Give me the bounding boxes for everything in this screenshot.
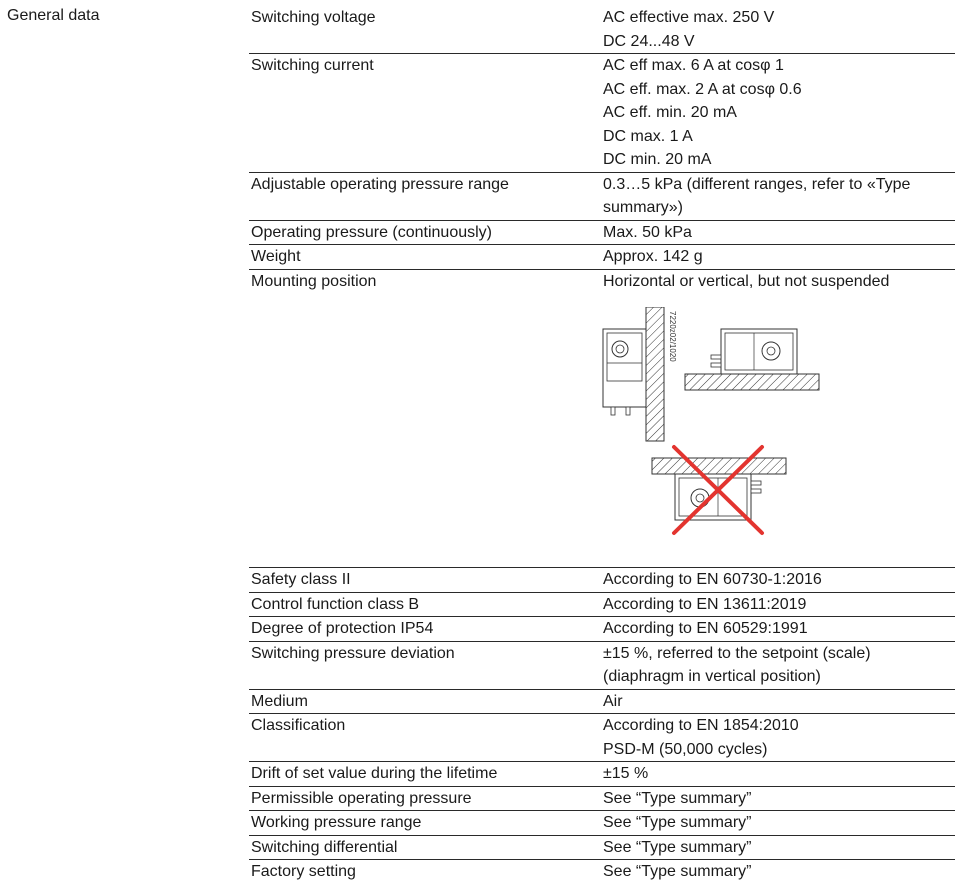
spec-rows-top: [249, 6, 955, 293]
row-value-line: According to EN 60529:1991: [603, 620, 808, 637]
row-value: [603, 6, 955, 53]
table-row: [249, 245, 955, 270]
row-value: [603, 593, 955, 617]
table-row: [249, 173, 955, 221]
row-value: [603, 690, 955, 714]
figure-id-text: 7220z02/1020: [668, 311, 677, 362]
row-value-line: PSD-M (50,000 cycles): [603, 740, 768, 758]
row-label: Operating pressure (continuously): [251, 223, 493, 241]
row-value: [603, 568, 955, 592]
row-label: Working pressure range: [251, 814, 422, 831]
row-value: [603, 270, 955, 294]
row-value-line: AC eff max. 6 A at cosφ 1: [603, 57, 784, 74]
row-value: [603, 787, 955, 811]
row-value-line: DC max. 1 A: [603, 127, 693, 145]
row-value: [603, 642, 955, 689]
row-value: [603, 811, 955, 835]
row-value: [603, 221, 955, 245]
row-value-line: 0.3…5 kPa (different ranges, refer to «Type: [603, 175, 911, 193]
table-row: [249, 860, 955, 884]
table-row: [249, 690, 955, 715]
row-label: Factory setting: [251, 863, 356, 880]
row-value-line: (diaphragm in vertical position): [603, 668, 821, 685]
table-row: [249, 54, 955, 173]
table-row: [249, 787, 955, 812]
row-value-line: See “Type summary”: [603, 838, 752, 856]
row-value: [603, 54, 955, 172]
row-label: Safety class II: [251, 571, 351, 588]
row-label: Control function class B: [251, 595, 420, 613]
row-value-line: See “Type summary”: [603, 863, 752, 880]
row-label: Drift of set value during the lifetime: [251, 765, 498, 782]
row-label: Medium: [251, 692, 308, 710]
spec-rows-bottom: [249, 568, 955, 884]
table-row: [249, 836, 955, 861]
table-row: [249, 811, 955, 836]
mounting-diagram: [594, 307, 834, 557]
row-value-line: Approx. 142 g: [603, 248, 703, 265]
row-value-line: See “Type summary”: [603, 814, 752, 831]
row-value-line: Horizontal or vertical, but not suspended: [603, 272, 890, 290]
mounting-position-figure: [249, 293, 955, 568]
row-label: Switching voltage: [251, 9, 376, 26]
table-row: [249, 642, 955, 690]
table-row: [249, 568, 955, 593]
row-value: [603, 860, 955, 884]
table-row: [249, 714, 955, 762]
table-row: [249, 6, 955, 54]
row-value-line: DC min. 20 mA: [603, 151, 712, 168]
row-value-line: AC eff. max. 2 A at cosφ 0.6: [603, 80, 802, 98]
table-row: [249, 221, 955, 246]
spec-table: [249, 6, 955, 884]
row-label: Mounting position: [251, 272, 377, 290]
row-value-line: ±15 %, referred to the setpoint (scale): [603, 644, 871, 662]
row-value-line: ±15 %: [603, 765, 649, 782]
row-label: Switching current: [251, 57, 374, 74]
table-row: [249, 617, 955, 642]
section-title: General data: [7, 7, 100, 24]
row-value-line: See “Type summary”: [603, 789, 752, 807]
row-value: [603, 617, 955, 641]
row-value-line: AC effective max. 250 V: [603, 9, 775, 26]
row-value-line: summary»): [603, 199, 684, 216]
row-label: Adjustable operating pressure range: [251, 175, 509, 193]
table-row: [249, 593, 955, 618]
row-value: [603, 714, 955, 761]
row-label: Weight: [251, 248, 301, 265]
row-value-line: AC eff. min. 20 mA: [603, 104, 737, 121]
row-value: [603, 762, 955, 786]
row-value: [603, 245, 955, 269]
row-label: Degree of protection IP54: [251, 620, 434, 637]
row-value-line: According to EN 13611:2019: [603, 595, 807, 613]
row-value-line: According to EN 60730-1:2016: [603, 571, 822, 588]
row-value-line: DC 24...48 V: [603, 32, 695, 50]
row-label: Permissible operating pressure: [251, 789, 472, 807]
row-value-line: According to EN 1854:2010: [603, 717, 799, 734]
row-label: Switching differential: [251, 838, 398, 856]
row-value-line: Max. 50 kPa: [603, 223, 692, 241]
row-label: Switching pressure deviation: [251, 644, 455, 662]
row-label: Classification: [251, 717, 346, 734]
row-value: [603, 836, 955, 860]
table-row: [249, 270, 955, 294]
row-value-line: Air: [603, 692, 623, 710]
vertical-mount-drawing: [603, 307, 677, 441]
horizontal-mount-drawing: [685, 329, 819, 390]
row-value: [603, 173, 955, 220]
table-row: [249, 762, 955, 787]
